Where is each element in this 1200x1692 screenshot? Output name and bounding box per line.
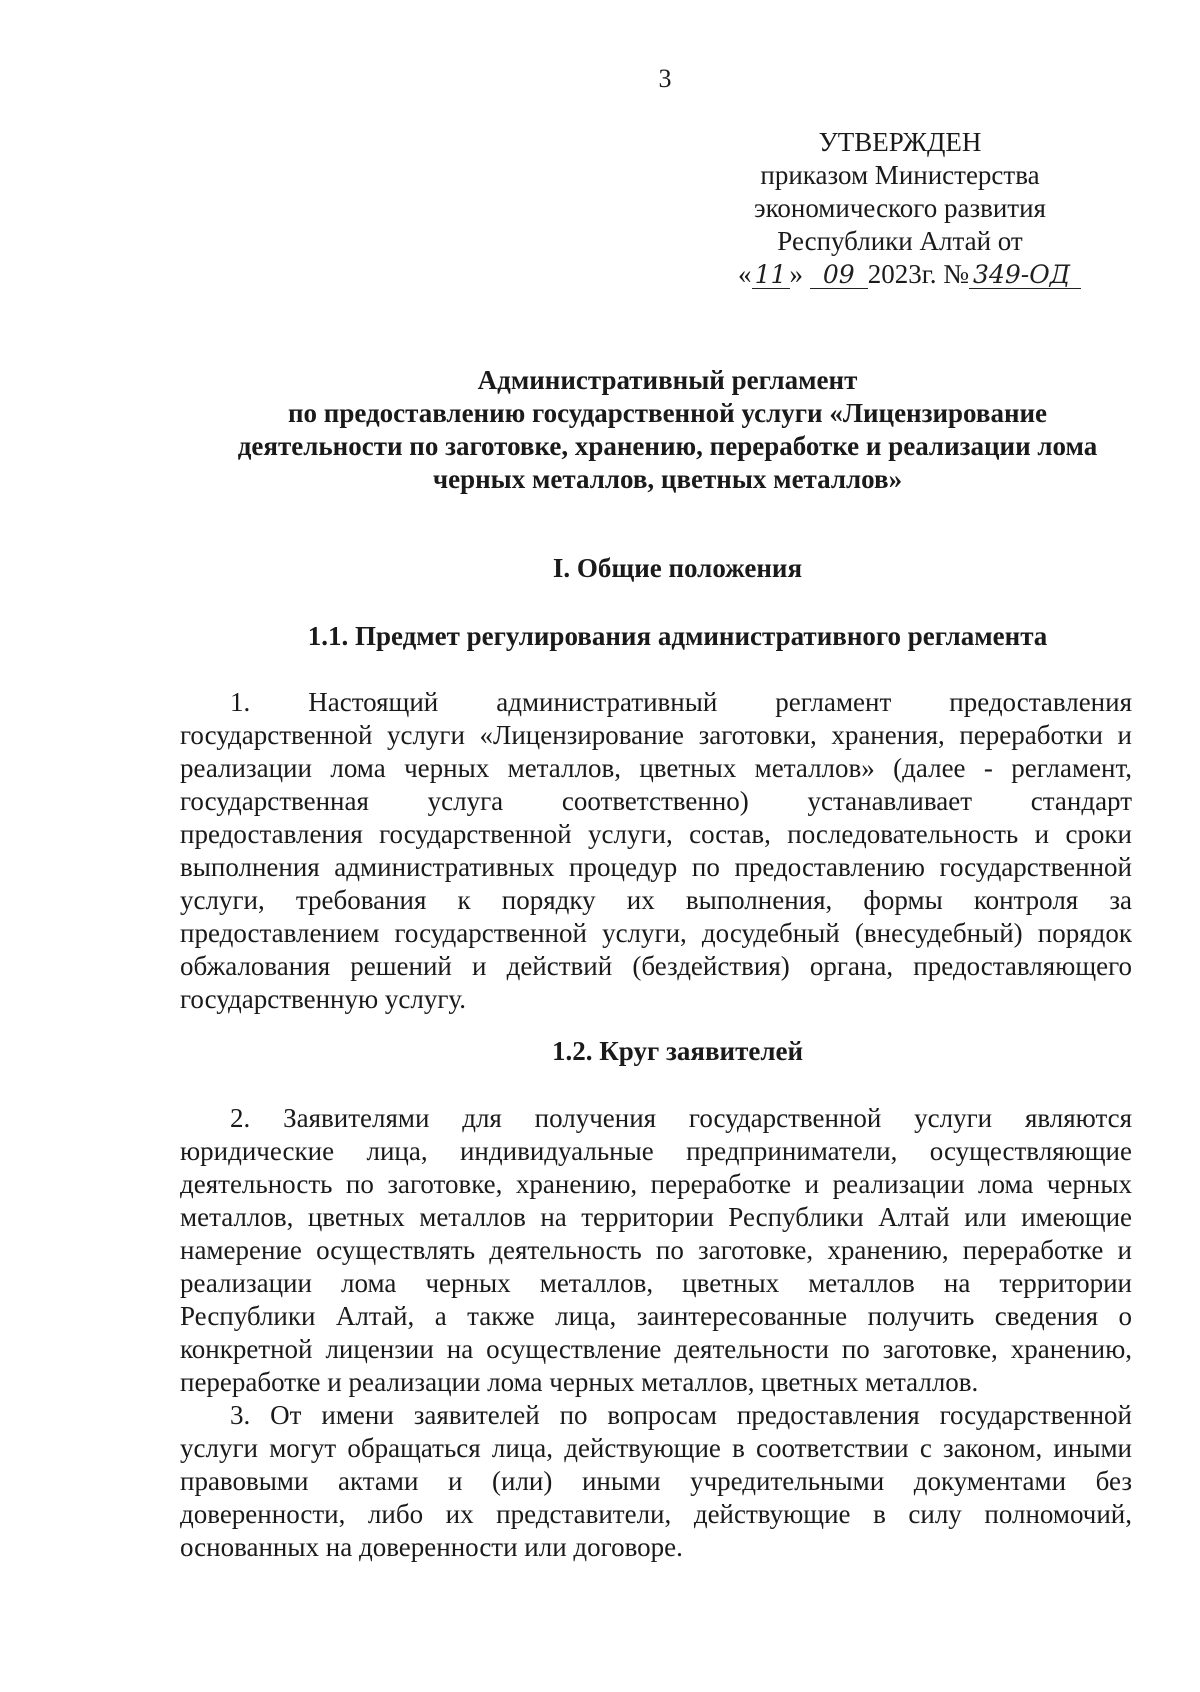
approval-line-2: экономического развития [754, 193, 1046, 223]
subsection-heading-subject: 1.1. Предмет регулирования административного регламента [307, 621, 1048, 651]
title-line-3: деятельности по заготовке, хранению, переработке и реализации лома [237, 431, 1098, 461]
paragraph-line: конкретной лицензии на осуществление деятельности по заготовке, хранению, [180, 1334, 1132, 1364]
paragraph-line: реализации лома черных металлов, цветных металлов на территории [180, 1268, 1132, 1298]
paragraph-line: государственная услуга соответственно) устанавливает стандарт [180, 786, 1132, 816]
approval-date-line [690, 258, 1110, 291]
paragraph-line: выполнения административных процедур по предоставлению государственной [180, 852, 1132, 882]
approval-title: УТВЕРЖДЕН [818, 127, 982, 157]
paragraph-line: обжалования решений и действий (бездействия) органа, предоставляющего [180, 951, 1132, 981]
paragraph-line: деятельность по заготовке, хранению, переработке и реализации лома черных [180, 1169, 1132, 1199]
approval-line-1: приказом Министерства [760, 160, 1040, 190]
paragraph-1 [180, 686, 1132, 1016]
paragraph-line: намерение осуществлять деятельность по заготовке, хранению, переработке и [180, 1235, 1132, 1265]
title-line-4: черных металлов, цветных металлов» [432, 464, 903, 494]
paragraph-2 [180, 1102, 1132, 1399]
paragraph-line: переработке и реализации лома черных металлов, цветных металлов. [180, 1367, 979, 1397]
paragraph-line: основанных на доверенности или договоре. [180, 1532, 683, 1562]
page-number: 3 [658, 64, 672, 93]
paragraph-3 [180, 1399, 1132, 1564]
paragraph-line: услуги, требования к порядку их выполнения, формы контроля за [180, 885, 1132, 915]
paragraph-line: государственную услугу. [180, 984, 466, 1014]
handwritten-day: 11 [752, 262, 790, 289]
section-heading-general: I. Общие положения [552, 553, 803, 583]
paragraph-line: 3. От имени заявителей по вопросам предоставления государственной [230, 1400, 1132, 1430]
paragraph-line: металлов, цветных металлов на территории Республики Алтай или имеющие [180, 1202, 1132, 1232]
date-year: 2023г. № [867, 259, 970, 289]
date-open-quote: « [738, 259, 752, 289]
paragraph-line: правовыми актами и (или) иными учредительными документами без [180, 1466, 1132, 1496]
paragraph-line: реализации лома черных металлов, цветных металлов» (далее - регламент, [180, 753, 1132, 783]
date-close-quote: » [789, 259, 803, 289]
paragraph-line: услуги могут обращаться лица, действующие в соответствии с законом, иными [180, 1433, 1132, 1463]
paragraph-line: государственной услуги «Лицензирование заготовки, хранения, переработки и [180, 720, 1132, 750]
handwritten-order-number: 349-ОД [969, 262, 1081, 289]
paragraph-line: предоставлением государственной услуги, досудебный (внесудебный) порядок [180, 918, 1132, 948]
title-line-2: по предоставлению государственной услуги «Лицензирование [287, 398, 1048, 428]
paragraph-line: Республики Алтай, а также лица, заинтересованные получить сведения о [180, 1301, 1132, 1331]
approval-stamp-block [690, 126, 1110, 291]
paragraph-line: 1. Настоящий административный регламент предоставления [230, 687, 1132, 717]
handwritten-month: 09 [810, 262, 868, 289]
paragraph-line: юридические лица, индивидуальные предприниматели, осуществляющие [180, 1136, 1132, 1166]
approval-line-3: Республики Алтай от [777, 226, 1023, 256]
title-line-1: Административный регламент [477, 365, 858, 395]
paragraph-line: предоставления государственной услуги, состав, последовательность и сроки [180, 819, 1132, 849]
document-title [200, 364, 1135, 496]
subsection-heading-applicants: 1.2. Круг заявителей [551, 1036, 804, 1066]
paragraph-line: 2. Заявителями для получения государственной услуги являются [230, 1103, 1132, 1133]
paragraph-line: доверенности, либо их представители, действующие в силу полномочий, [180, 1499, 1132, 1529]
